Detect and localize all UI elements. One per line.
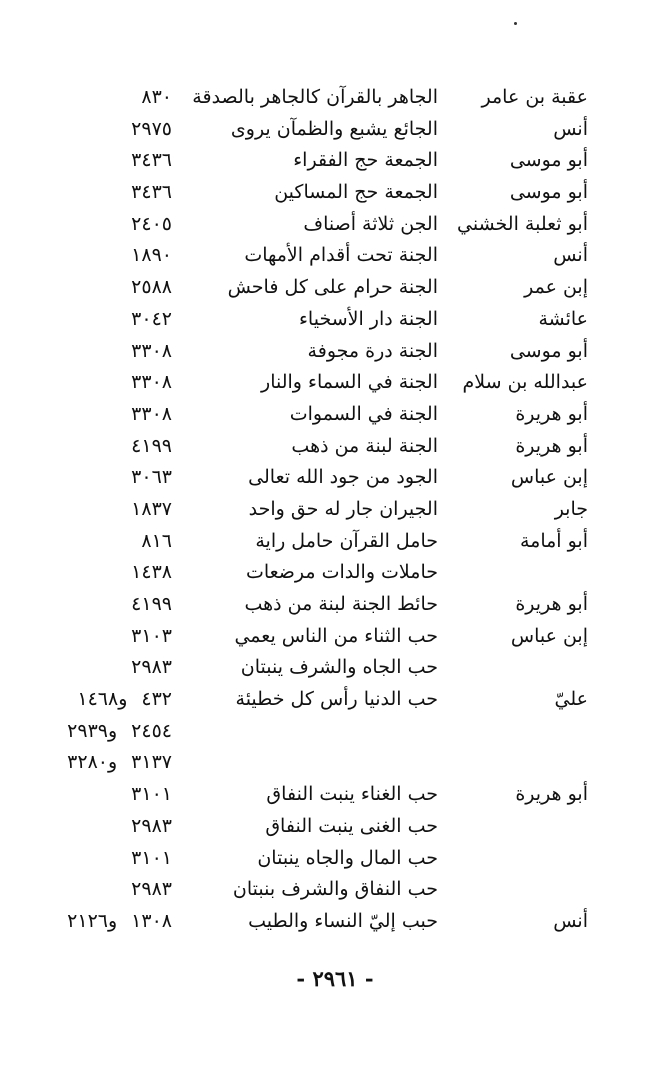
- reference-additional: و٢٩٣٩: [67, 719, 118, 742]
- table-row: [0, 716, 670, 748]
- table-row: [0, 684, 670, 716]
- table-row: [0, 906, 670, 938]
- table-row: [0, 304, 670, 336]
- reference-number: [131, 621, 172, 653]
- narrator-name: أبو موسى: [509, 181, 588, 204]
- reference-main: ٢٥٨٨: [131, 276, 172, 299]
- narrator-name: أبو هريرة: [515, 402, 588, 425]
- narrator-name: أبو ثعلبة الخشني: [457, 212, 588, 235]
- reference-main: ١٨٩٠: [131, 244, 172, 267]
- reference-additional: و١٤٦٨: [77, 688, 128, 711]
- reference-additional: و٣٢٨٠: [67, 751, 118, 774]
- reference-main: ٣٣٠٨: [131, 371, 172, 394]
- reference-number: [131, 557, 172, 589]
- reference-number: [131, 811, 172, 843]
- table-row: [0, 747, 670, 779]
- hadith-text: حب المال والجاه ينبتان: [257, 846, 438, 869]
- narrator-name: عقبة بن عامر: [481, 86, 588, 108]
- table-row: [0, 177, 670, 209]
- reference-number: [131, 494, 172, 526]
- table-row: [0, 336, 670, 368]
- reference-main: ٢٩٨٣: [131, 878, 172, 901]
- reference-main: ٣٠٦٣: [131, 466, 172, 489]
- reference-number: [131, 304, 172, 336]
- table-row: [0, 779, 670, 811]
- hadith-text: الجن ثلاثة أصناف: [303, 212, 438, 235]
- hadith-text: الجنة تحت أقدام الأمهات: [244, 244, 438, 267]
- reference-number: [131, 209, 172, 241]
- table-row: [0, 874, 670, 906]
- reference-main: ٣١٠٣: [131, 624, 172, 647]
- table-row: [0, 272, 670, 304]
- hadith-text: حامل القرآن حامل راية: [255, 529, 438, 552]
- hadith-text: حب الجاه والشرف ينبتان: [240, 656, 438, 679]
- table-row: [0, 367, 670, 399]
- table-row: [0, 621, 670, 653]
- hadith-text: حب الغناء ينبت النفاق: [266, 783, 438, 806]
- reference-main: ٣٣٠٨: [131, 402, 172, 425]
- hadith-text: حبب إليّ النساء والطيب: [248, 909, 438, 932]
- reference-main: ٨١٦: [141, 529, 172, 552]
- reference-main: ١٨٣٧: [131, 497, 172, 520]
- reference-main: ٢٤٥٤: [131, 719, 172, 742]
- narrator-name: أبو هريرة: [515, 593, 588, 615]
- hadith-text: الجنة لبنة من ذهب: [291, 434, 438, 457]
- hadith-text: الجيران جار له حق واحد: [248, 497, 438, 520]
- reference-main: ٣٠٤٢: [131, 307, 172, 330]
- hadith-text: الجمعة حج المساكين: [274, 181, 438, 204]
- table-row: [0, 589, 670, 621]
- hadith-text: الجنة درة مجوفة: [307, 339, 438, 362]
- reference-number: [67, 747, 172, 779]
- reference-number: [131, 779, 172, 811]
- hadith-text: الجود من جود الله تعالى: [248, 466, 438, 489]
- reference-main: ٨٣٠: [141, 86, 172, 108]
- table-row: [0, 557, 670, 589]
- hadith-text: حب الغنى ينبت النفاق: [265, 814, 438, 837]
- reference-main: ٣١٣٧: [131, 751, 172, 774]
- narrator-name: إبن عباس: [510, 466, 588, 489]
- reference-number: [141, 526, 172, 558]
- reference-main: ١٤٣٨: [131, 561, 172, 584]
- reference-main: ١٣٠٨: [131, 909, 172, 932]
- index-table: [0, 82, 670, 938]
- table-row: [0, 652, 670, 684]
- reference-main: ٣٤٣٦: [131, 149, 172, 172]
- reference-number: [141, 82, 172, 114]
- page-number: - ٢٩٦١ -: [296, 966, 374, 991]
- table-row: [0, 431, 670, 463]
- narrator-name: جابر: [554, 497, 588, 520]
- hadith-text: حاملات والدات مرضعات: [245, 561, 438, 584]
- reference-number: [67, 716, 172, 748]
- table-row: [0, 82, 670, 114]
- reference-main: ٣٣٠٨: [131, 339, 172, 362]
- table-row: [0, 145, 670, 177]
- narrator-name: أبو موسى: [509, 339, 588, 362]
- narrator-name: أنس: [553, 244, 588, 267]
- reference-number: [131, 114, 172, 146]
- hadith-text: حب الدنيا رأس كل خطيئة: [235, 688, 438, 711]
- hadith-text: حائط الجنة لبنة من ذهب: [244, 593, 438, 615]
- reference-number: [131, 399, 172, 431]
- reference-main: ٣٤٣٦: [131, 181, 172, 204]
- reference-main: ٤١٩٩: [131, 593, 172, 615]
- reference-main: ٢٤٠٥: [131, 212, 172, 235]
- hadith-text: حب الثناء من الناس يعمي: [234, 624, 438, 647]
- table-row: [0, 811, 670, 843]
- reference-number: [131, 652, 172, 684]
- narrator-name: أبو هريرة: [515, 783, 588, 806]
- reference-number: [131, 431, 172, 463]
- reference-number: [131, 589, 172, 621]
- narrator-name: إبن عباس: [510, 624, 588, 647]
- reference-number: [131, 843, 172, 875]
- narrator-name: أبو هريرة: [515, 434, 588, 457]
- reference-main: ٣١٠١: [131, 783, 172, 806]
- reference-number: [67, 906, 172, 938]
- reference-main: ٢٩٨٣: [131, 656, 172, 679]
- reference-number: [131, 177, 172, 209]
- reference-main: ٣١٠١: [131, 846, 172, 869]
- reference-number: [131, 874, 172, 906]
- hadith-text: الجنة في السموات: [289, 402, 438, 425]
- narrator-name: أنس: [553, 909, 588, 932]
- hadith-text: حب النفاق والشرف بنبتان: [232, 878, 438, 901]
- narrator-name: إبن عمر: [524, 276, 588, 299]
- reference-number: [131, 336, 172, 368]
- narrator-name: عليّ: [554, 688, 588, 711]
- reference-number: [131, 240, 172, 272]
- reference-additional: و٢١٢٦: [67, 909, 118, 932]
- hadith-text: الجنة دار الأسخياء: [298, 307, 438, 330]
- reference-number: [131, 367, 172, 399]
- table-row: [0, 526, 670, 558]
- reference-main: ٢٩٨٣: [131, 814, 172, 837]
- hadith-text: الجنة في السماء والنار: [261, 371, 438, 394]
- reference-number: [77, 684, 172, 716]
- reference-number: [131, 272, 172, 304]
- table-row: [0, 462, 670, 494]
- reference-number: [131, 145, 172, 177]
- hadith-text: الجنة حرام على كل فاحش: [227, 276, 438, 299]
- table-row: [0, 843, 670, 875]
- ink-speck: [514, 22, 517, 25]
- table-row: [0, 399, 670, 431]
- table-row: [0, 114, 670, 146]
- table-row: [0, 209, 670, 241]
- table-row: [0, 240, 670, 272]
- hadith-text: الجاهر بالقرآن كالجاهر بالصدقة: [192, 86, 438, 108]
- reference-number: [131, 462, 172, 494]
- table-row: [0, 494, 670, 526]
- narrator-name: أبو موسى: [509, 149, 588, 172]
- narrator-name: أبو أمامة: [519, 529, 588, 552]
- narrator-name: عائشة: [538, 307, 588, 330]
- hadith-text: الجائع يشبع والظمآن يروى: [230, 117, 438, 140]
- reference-main: ٢٩٧٥: [131, 117, 172, 140]
- reference-main: ٤١٩٩: [131, 434, 172, 457]
- reference-main: ٤٣٢: [141, 688, 172, 711]
- hadith-text: الجمعة حج الفقراء: [293, 149, 438, 172]
- narrator-name: أنس: [553, 117, 588, 140]
- narrator-name: عبدالله بن سلام: [462, 371, 588, 394]
